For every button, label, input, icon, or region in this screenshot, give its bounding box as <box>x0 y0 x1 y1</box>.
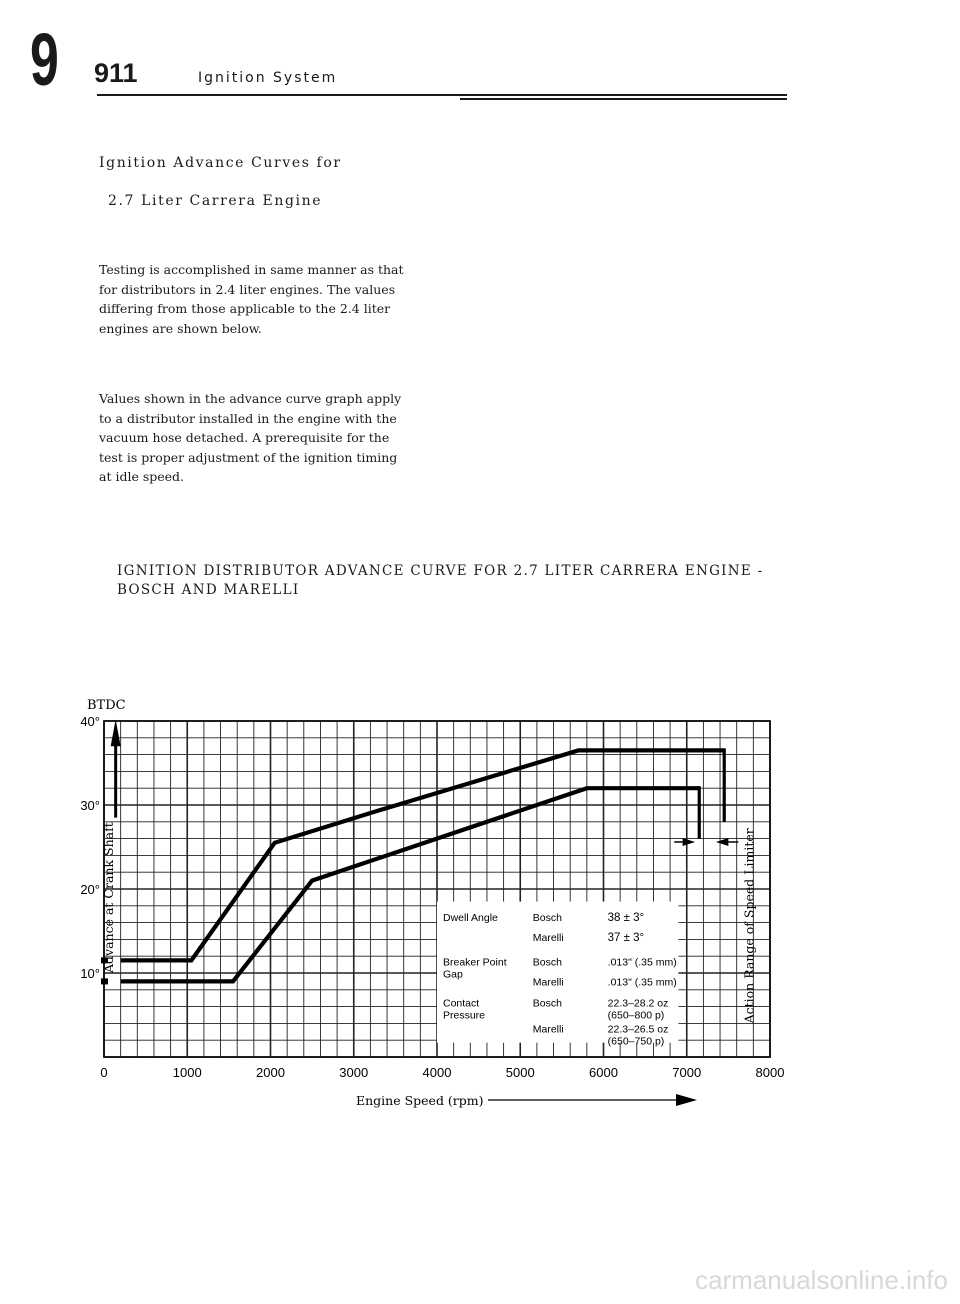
section-heading-line-1: Ignition Advance Curves for <box>99 155 342 171</box>
y-tick-label: 40° <box>80 714 100 729</box>
spec-table-label: Pressure <box>443 1009 486 1022</box>
spec-table-value: (650–800 p) <box>607 1009 665 1022</box>
x-tick-label: 5000 <box>505 1065 535 1080</box>
spec-table-value: 38 ± 3° <box>607 911 645 924</box>
x-tick-label: 4000 <box>422 1065 452 1080</box>
spec-table-make: Bosch <box>532 956 562 969</box>
spec-table-value: 37 ± 3° <box>607 932 645 945</box>
spec-table-make: Marelli <box>532 976 564 989</box>
chart-labels <box>80 698 784 1108</box>
paragraph-line: engines are shown below. <box>99 320 262 336</box>
page-header-title: Ignition System <box>198 70 338 86</box>
x-tick-label: 0 <box>100 1065 108 1080</box>
section-heading-line-2: 2.7 Liter Carrera Engine <box>108 193 323 209</box>
paragraph-line: test is proper adjustment of the ignition timing <box>99 449 398 465</box>
section-number: 9 <box>30 18 59 101</box>
spec-table-label: Contact <box>443 997 480 1010</box>
chart-title-line-1: IGNITION DISTRIBUTOR ADVANCE CURVE FOR 2.7 LITER CARRERA ENGINE - <box>117 563 764 579</box>
paragraph-line: Testing is accomplished in same manner as that <box>99 262 404 277</box>
paragraph-line: vacuum hose detached. A prerequisite for the <box>99 430 390 445</box>
paragraph-line: at idle speed. <box>99 469 185 484</box>
spec-table-value: 22.3–26.5 oz <box>607 1023 669 1036</box>
spec-table-make: Bosch <box>532 911 562 924</box>
paragraph-line: Values shown in the advance curve graph apply <box>99 391 402 406</box>
y-tick-label: 30° <box>80 798 100 813</box>
series-start-marker <box>101 978 108 984</box>
spec-table-make: Bosch <box>532 997 562 1010</box>
x-tick-label: 8000 <box>755 1065 785 1080</box>
y-axis-label: Advance at Crank Shaft <box>101 822 117 973</box>
spec-table-make: Marelli <box>532 932 564 945</box>
spec-table-make: Marelli <box>532 1023 564 1036</box>
x-tick-label: 3000 <box>339 1065 369 1080</box>
x-tick-label: 6000 <box>589 1065 618 1080</box>
x-tick-label: 2000 <box>256 1065 285 1080</box>
spec-table-label: Breaker Point <box>443 956 507 969</box>
y-axis-top-label: BTDC <box>87 698 126 713</box>
x-tick-label: 1000 <box>172 1065 202 1080</box>
paragraph-line: to a distributor installed in the engine with the <box>99 410 397 426</box>
engine-speed-arrow-head <box>676 1094 697 1106</box>
spec-table-label: Dwell Angle <box>443 911 498 924</box>
watermark: carmanualsonline.info <box>695 1265 948 1295</box>
chart-title-line-2: BOSCH AND MARELLI <box>117 582 300 598</box>
model-label: 911 <box>94 58 138 88</box>
speed-limiter-label: Action Range of Speed Limiter <box>741 828 757 1024</box>
y-tick-label: 10° <box>80 966 100 981</box>
x-tick-label: 7000 <box>672 1065 702 1080</box>
paragraph-line: for distributors in 2.4 liter engines. The values <box>99 281 396 297</box>
spec-table-value: 22.3–28.2 oz <box>607 997 669 1010</box>
paragraph-line: differing from those applicable to the 2.4 liter <box>99 301 391 316</box>
advance-arrow-head <box>111 719 121 746</box>
spec-table-value: (650–750 p) <box>607 1035 665 1048</box>
limiter-arrow-right <box>683 838 695 846</box>
spec-table-value: .013" (.35 mm) <box>607 976 677 989</box>
x-axis-label: Engine Speed (rpm) <box>356 1093 484 1108</box>
limiter-arrow-left <box>716 838 728 846</box>
y-tick-label: 20° <box>80 882 100 897</box>
spec-table-label: Gap <box>443 968 463 981</box>
spec-table-value: .013" (.35 mm) <box>607 956 677 969</box>
